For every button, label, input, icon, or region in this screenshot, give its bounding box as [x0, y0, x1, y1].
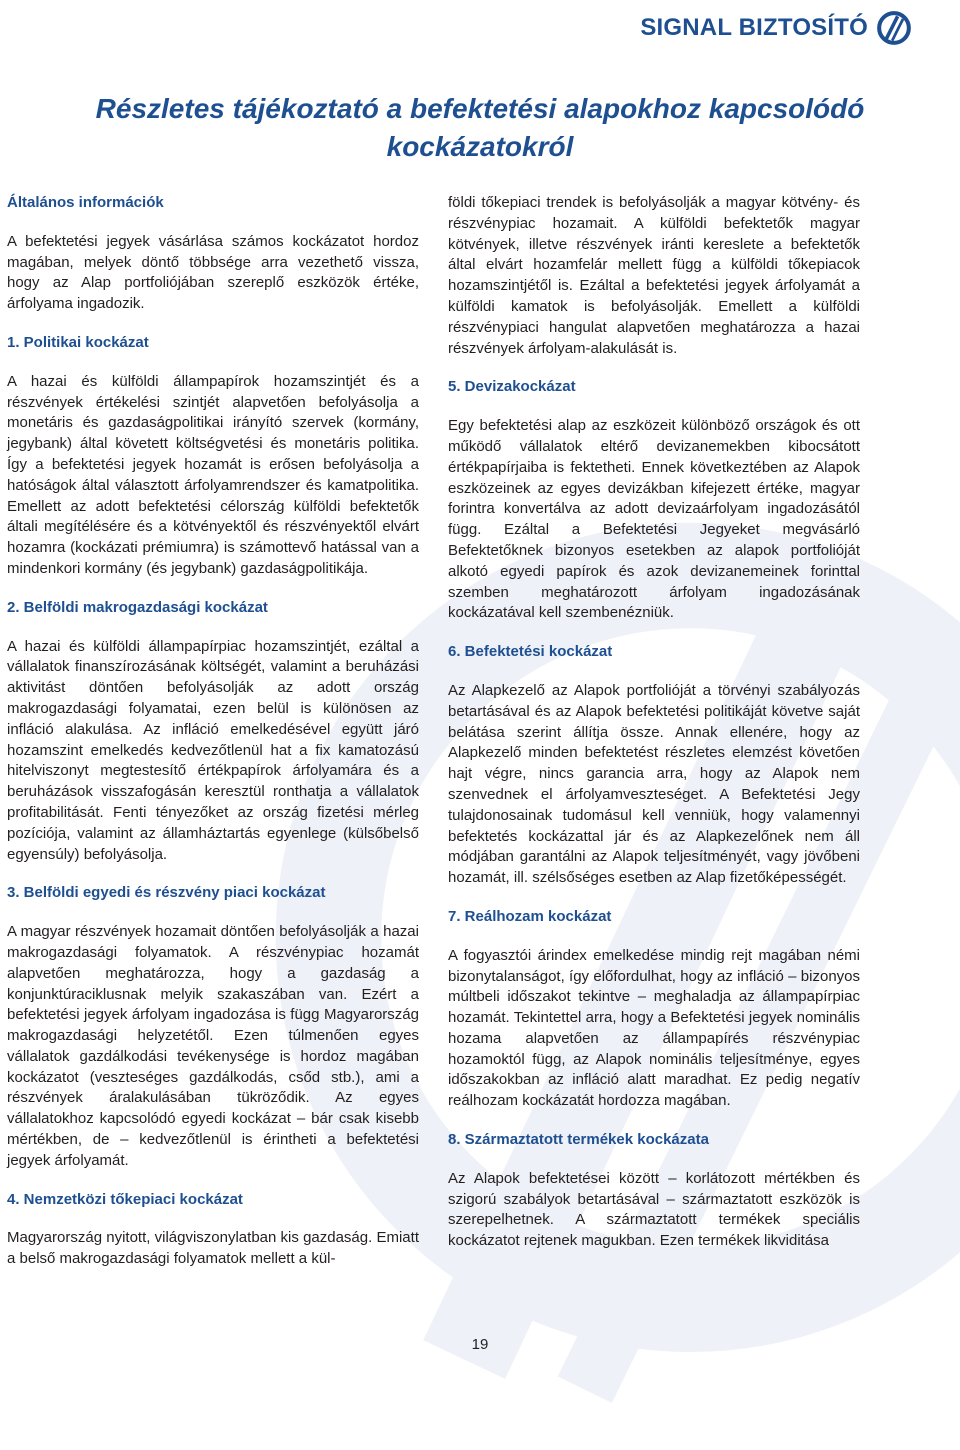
right-column — [448, 193, 860, 1252]
section-heading-5: 5. Devizakockázat — [448, 378, 576, 396]
section-heading-4: 4. Nemzetközi tőkepiaci kockázat — [7, 1190, 243, 1208]
section-heading-2: 2. Belföldi makrogazdasági kockázat — [7, 598, 268, 616]
page-title: Részletes tájékoztató a befektetési alapokhoz kapcsolódó kockázatokról — [95, 93, 865, 162]
section-text-7: A fogyasztói árindex emelkedése mindig rejt magában némi bizonytalanságot, így előfordulhat, hogy az infláció – bizonyos múltbeli időszakot tekintve – meghaladja az állampapírpiac hozamát. Tekintettel arra, hogy a Befektetési jegyek nominális hozama alapvetően az állampapírés részvénypiac hozamoktól függ, az Alapok nominális teljesítménye, egyes időszakokban az infláció alatt maradhat. Ez pedig negatív reálhozam kockázatát hordozza magában. — [448, 946, 860, 1110]
signal-logo-icon — [876, 10, 912, 46]
section-text-6: Az Alapkezelő az Alapok portfolióját a törvényi szabályozás betartásával és az Alapok befektetési politikáját követve saját belátása szerint állítja össze. Annak ellenére, hogy az Alapkezelő minden befektetést részletes elemzést követően hajt végre, nincs garancia arra, hogy az Alapok nem szenvednek el árfolyamveszteséget. A Befektetési Jegy tulajdonosainak tudomásul kell venniük, hogy valamennyi befektetés kockázattal jár és az Alapkezelőnek nem áll módjában garantálni az Alapok teljesítményét, vagy jövőbeni hozamát, ill. szélsőséges esetben az Alap fizetőképességét. — [448, 681, 860, 887]
section-text-3: A magyar részvények hozamait döntően befolyásolják a hazai makrogazdasági folyamatok. A részvénypiac hozamát alapvetően meghatározza, hogy a gazdaság a konjunktúraciklusnak melyik szakaszában van. Ezért a befektetési jegyek árfolyam ingadozása is függ Magyarország makrogazdasági helyzetétől. Ezen túlmenően egyes vállalatok gazdálkodási tevékenysége is hordoz magában kockázatot (veszteséges gazdálkodás, csőd stb.), ami a részvények áralakulásában tükröződik. Az egyes vállalatokhoz kapcsolódó egyedi kockázat – bár csak kisebb mértékben, de – kedvezőtlenül is érintheti a befektetési jegyek árfolyamát. — [7, 923, 419, 1169]
section-heading-7: 7. Reálhozam kockázat — [448, 907, 612, 925]
section-heading-1: 1. Politikai kockázat — [7, 333, 149, 351]
section-heading-8: 8. Származtatott termékek kockázata — [448, 1131, 709, 1149]
brand-name: SIGNAL BIZTOSÍTÓ — [640, 14, 868, 41]
section-heading-6: 6. Befektetési kockázat — [448, 643, 613, 661]
section-heading-general: Általános információk — [7, 194, 164, 211]
left-column — [7, 193, 419, 1270]
page-number: 19 — [471, 1336, 489, 1353]
section-text-2: A hazai és külföldi állampapírpiac hozamszintjét, ezáltal a vállalatok finanszírozásának költségét, valamint a beruházási aktivitást döntően befolyásolják az adott ország makrogazdasági folyamatai, ezen belül is különösen az infláció alakulása. Az infláció emelkedésével együtt járó hozamszint emelkedés kedvezőtlenül hat a fix kamatozású hitelviszonyt megtestesítő értékpapírok árfolyamára és a beruházások visszafogásán keresztül ronthatja a vállalatok profitabilitását. Fenti tényezőket az ország fizetési mérleg pozíciója, valamint az államháztartás egyenlege (külsőbelső egyensúly) befolyásolja. — [7, 637, 419, 863]
section-text-4: Magyarország nyitott, világviszonylatban kis gazdaság. Emiatt a belső makrogazdasági folyamatok mellett a kül- — [7, 1229, 419, 1268]
section-text-8: Az Alapok befektetései között – korlátozott mértékben és szigorú szabályok betartásával – származtatott eszközök is szerepelhetnek. A származtatott termékek speciális kockázatot rejtenek magukban. Ezen termékek likviditása — [448, 1169, 860, 1250]
brand-header — [640, 10, 912, 46]
section-text-5: Egy befektetési alap az eszközeit különböző országok és ott működő vállalatok eltérő devizanemekben kibocsátott értékpapírjaiba is fektetheti. Ennek következtében az Alapok eszközeinek az egyes devizákban kifejezett értéke, magyar forintra konvertálva az adott devizaárfolyam ingadozásától függ. Ezáltal a Befektetési Jegyeket megvásárló Befektetőknek bizonyos esetekben az alapok portfolióját alkotó egyedi papírok és azok devizanemeinek forinttal szemben meghatározott árfolyam ingadozásának kockázatával kell szembenézniük. — [448, 417, 860, 622]
section-text-4-continued: földi tőkepiaci trendek is befolyásolják a magyar kötvény- és részvénypiac hozamait. A külföldi befektetők magyar kötvények, illetve részvények iránti kereslete a befektetők által elvárt hozamfelár mellett függ a külföldi tőkepiacok hozamszintjétől is. Ezáltal a befektetési jegyek árfolyamát a külföldi kamatok is befolyásolják. Emellett a külföldi részvénypiaci hangulat alapvetően meghatározza a hazai részvények árfolyam-alakulását is. — [448, 194, 860, 357]
section-heading-3: 3. Belföldi egyedi és részvény piaci kockázat — [7, 884, 326, 902]
section-text-1: A hazai és külföldi állampapírok hozamszintjét és a részvények értékelési szintjét alapvetően befolyásolja a monetáris és gazdaságpolitikai irányító szervek (kormány, jegybank) által követett költségvetési és monetáris politika. Így a befektetési jegyek hozamát is erősen befolyásolja a hatóságok által választott árfolyamrendszer és kamatpolitika. Emellett az adott befektetési célország külföldi befektetők általi megítélésére és a kötvényektől és részvényektől elvárt hozamra (kockázati prémiumra) is számottevő hatással van a mindenkori kormány (és jegybank) gazdaságpolitikája. — [7, 372, 419, 577]
section-text-general: A befektetési jegyek vásárlása számos kockázatot hordoz magában, melyek döntő többsége arra vezethető vissza, hogy az Alap portfoliójában szereplő eszközök értéke, árfolyama ingadozik. — [7, 232, 419, 313]
